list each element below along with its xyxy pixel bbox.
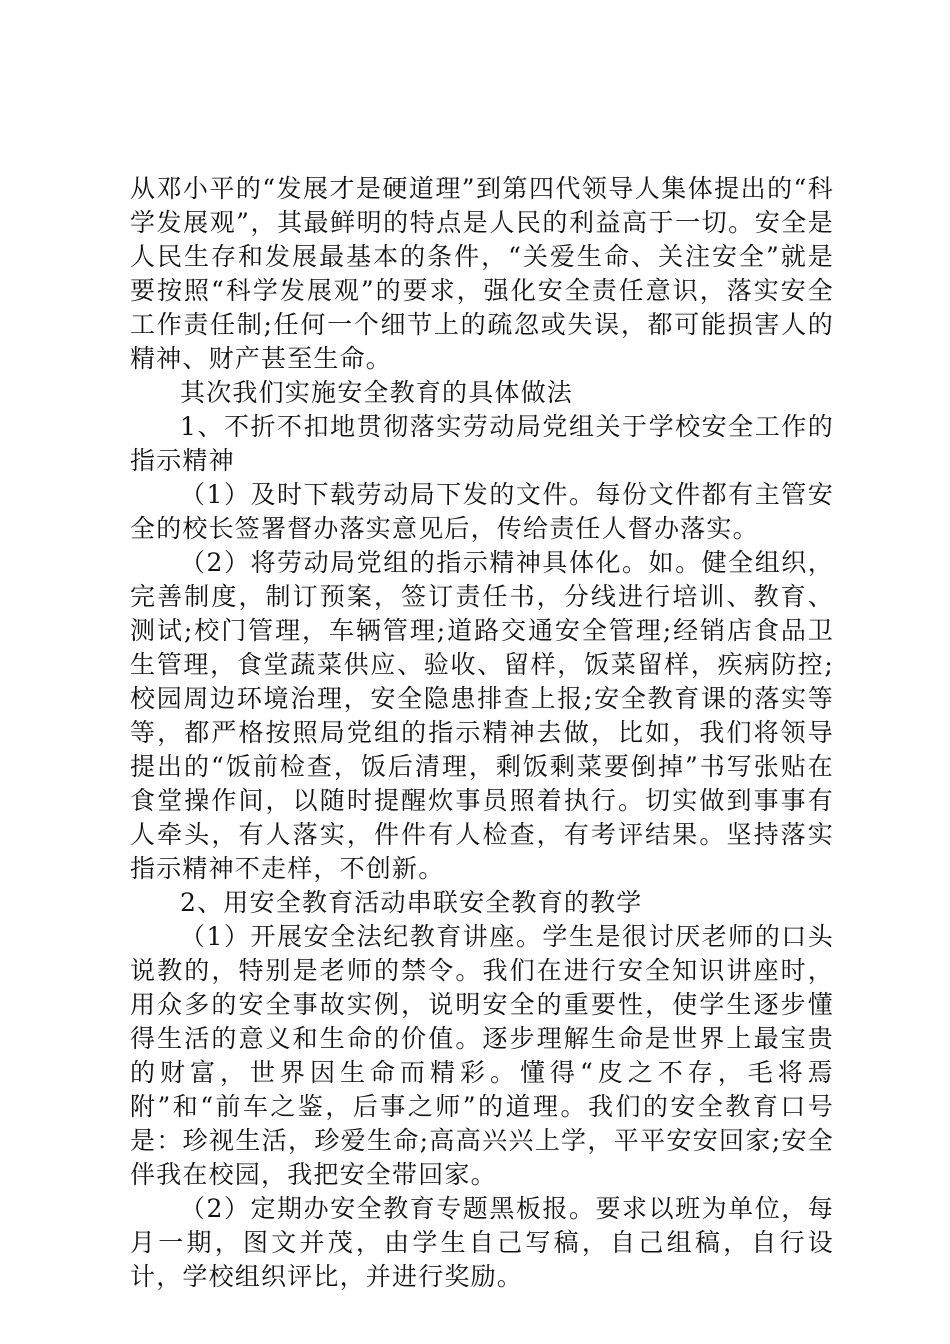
paragraph-1-2: （2）将劳动局党组的指示精神具体化。如。健全组织，完善制度，制订预案，签订责任书，分线进行培训、教育、测试;校门管理，车辆管理;道路交通安全管理;经销店食品卫生管理，食堂蔬菜供应、验收、留样，饭菜留样，疾病防控;校园周边环境治理，安全隐患排查上报;安全教育课的落实等等，都严格按照局党组的指示精神去做，比如，我们将领导提出的“饭前检查，饭后清理，剩饭剩菜要倒掉”书写张贴在食堂操作间，以随时提醒炊事员照着执行。切实做到事事有人牵头，有人落实，件件有人检查，有考评结果。坚持落实指示精神不走样，不创新。 [130, 548, 834, 883]
paragraph-2-1: （1）开展安全法纪教育讲座。学生是很讨厌老师的口头说教的，特别是老师的禁令。我们在进行安全知识讲座时，用众多的安全事故实例，说明安全的重要性，使学生逐步懂得生活的意义和生命的价值。逐步理解生命是世界上最宝贵的财富，世界因生命而精彩。懂得“皮之不存，毛将焉附”和“前车之鉴，后事之师”的道理。我们的安全教育口号是：珍视生活，珍爱生命;高高兴兴上学，平平安安回家;安全伴我在校园，我把安全带回家。 [130, 922, 834, 1189]
paragraph-2-2: （2）定期办安全教育专题黑板报。要求以班为单位，每月一期，图文并茂，由学生自己写稿，自己组稿，自行设计，学校组织评比，并进行奖励。 [130, 1194, 834, 1291]
paragraph-section-2: 2、用安全教育活动串联安全教育的教学 [180, 888, 643, 917]
paragraph-section-1: 1、不折不扣地贯彻落实劳动局党组关于学校安全工作的指示精神 [130, 412, 834, 475]
paragraph-intro: 从邓小平的“发展才是硬道理”到第四代领导人集体提出的“科学发展观”，其最鲜明的特点是人民的利益高于一切。安全是人民生存和发展最基本的条件，“关爱生命、关注安全”就是要按照“科学发展观”的要求，强化安全责任意识，落实安全工作责任制;任何一个细节上的疏忽或失误，都可能损害人的精神、财产甚至生命。 [130, 174, 834, 373]
document-body [130, 172, 834, 1294]
paragraph-heading-methods: 其次我们实施安全教育的具体做法 [180, 378, 574, 407]
paragraph-1-1: （1）及时下载劳动局下发的文件。每份文件都有主管安全的校长签署督办落实意见后，传给责任人督办落实。 [130, 480, 834, 543]
